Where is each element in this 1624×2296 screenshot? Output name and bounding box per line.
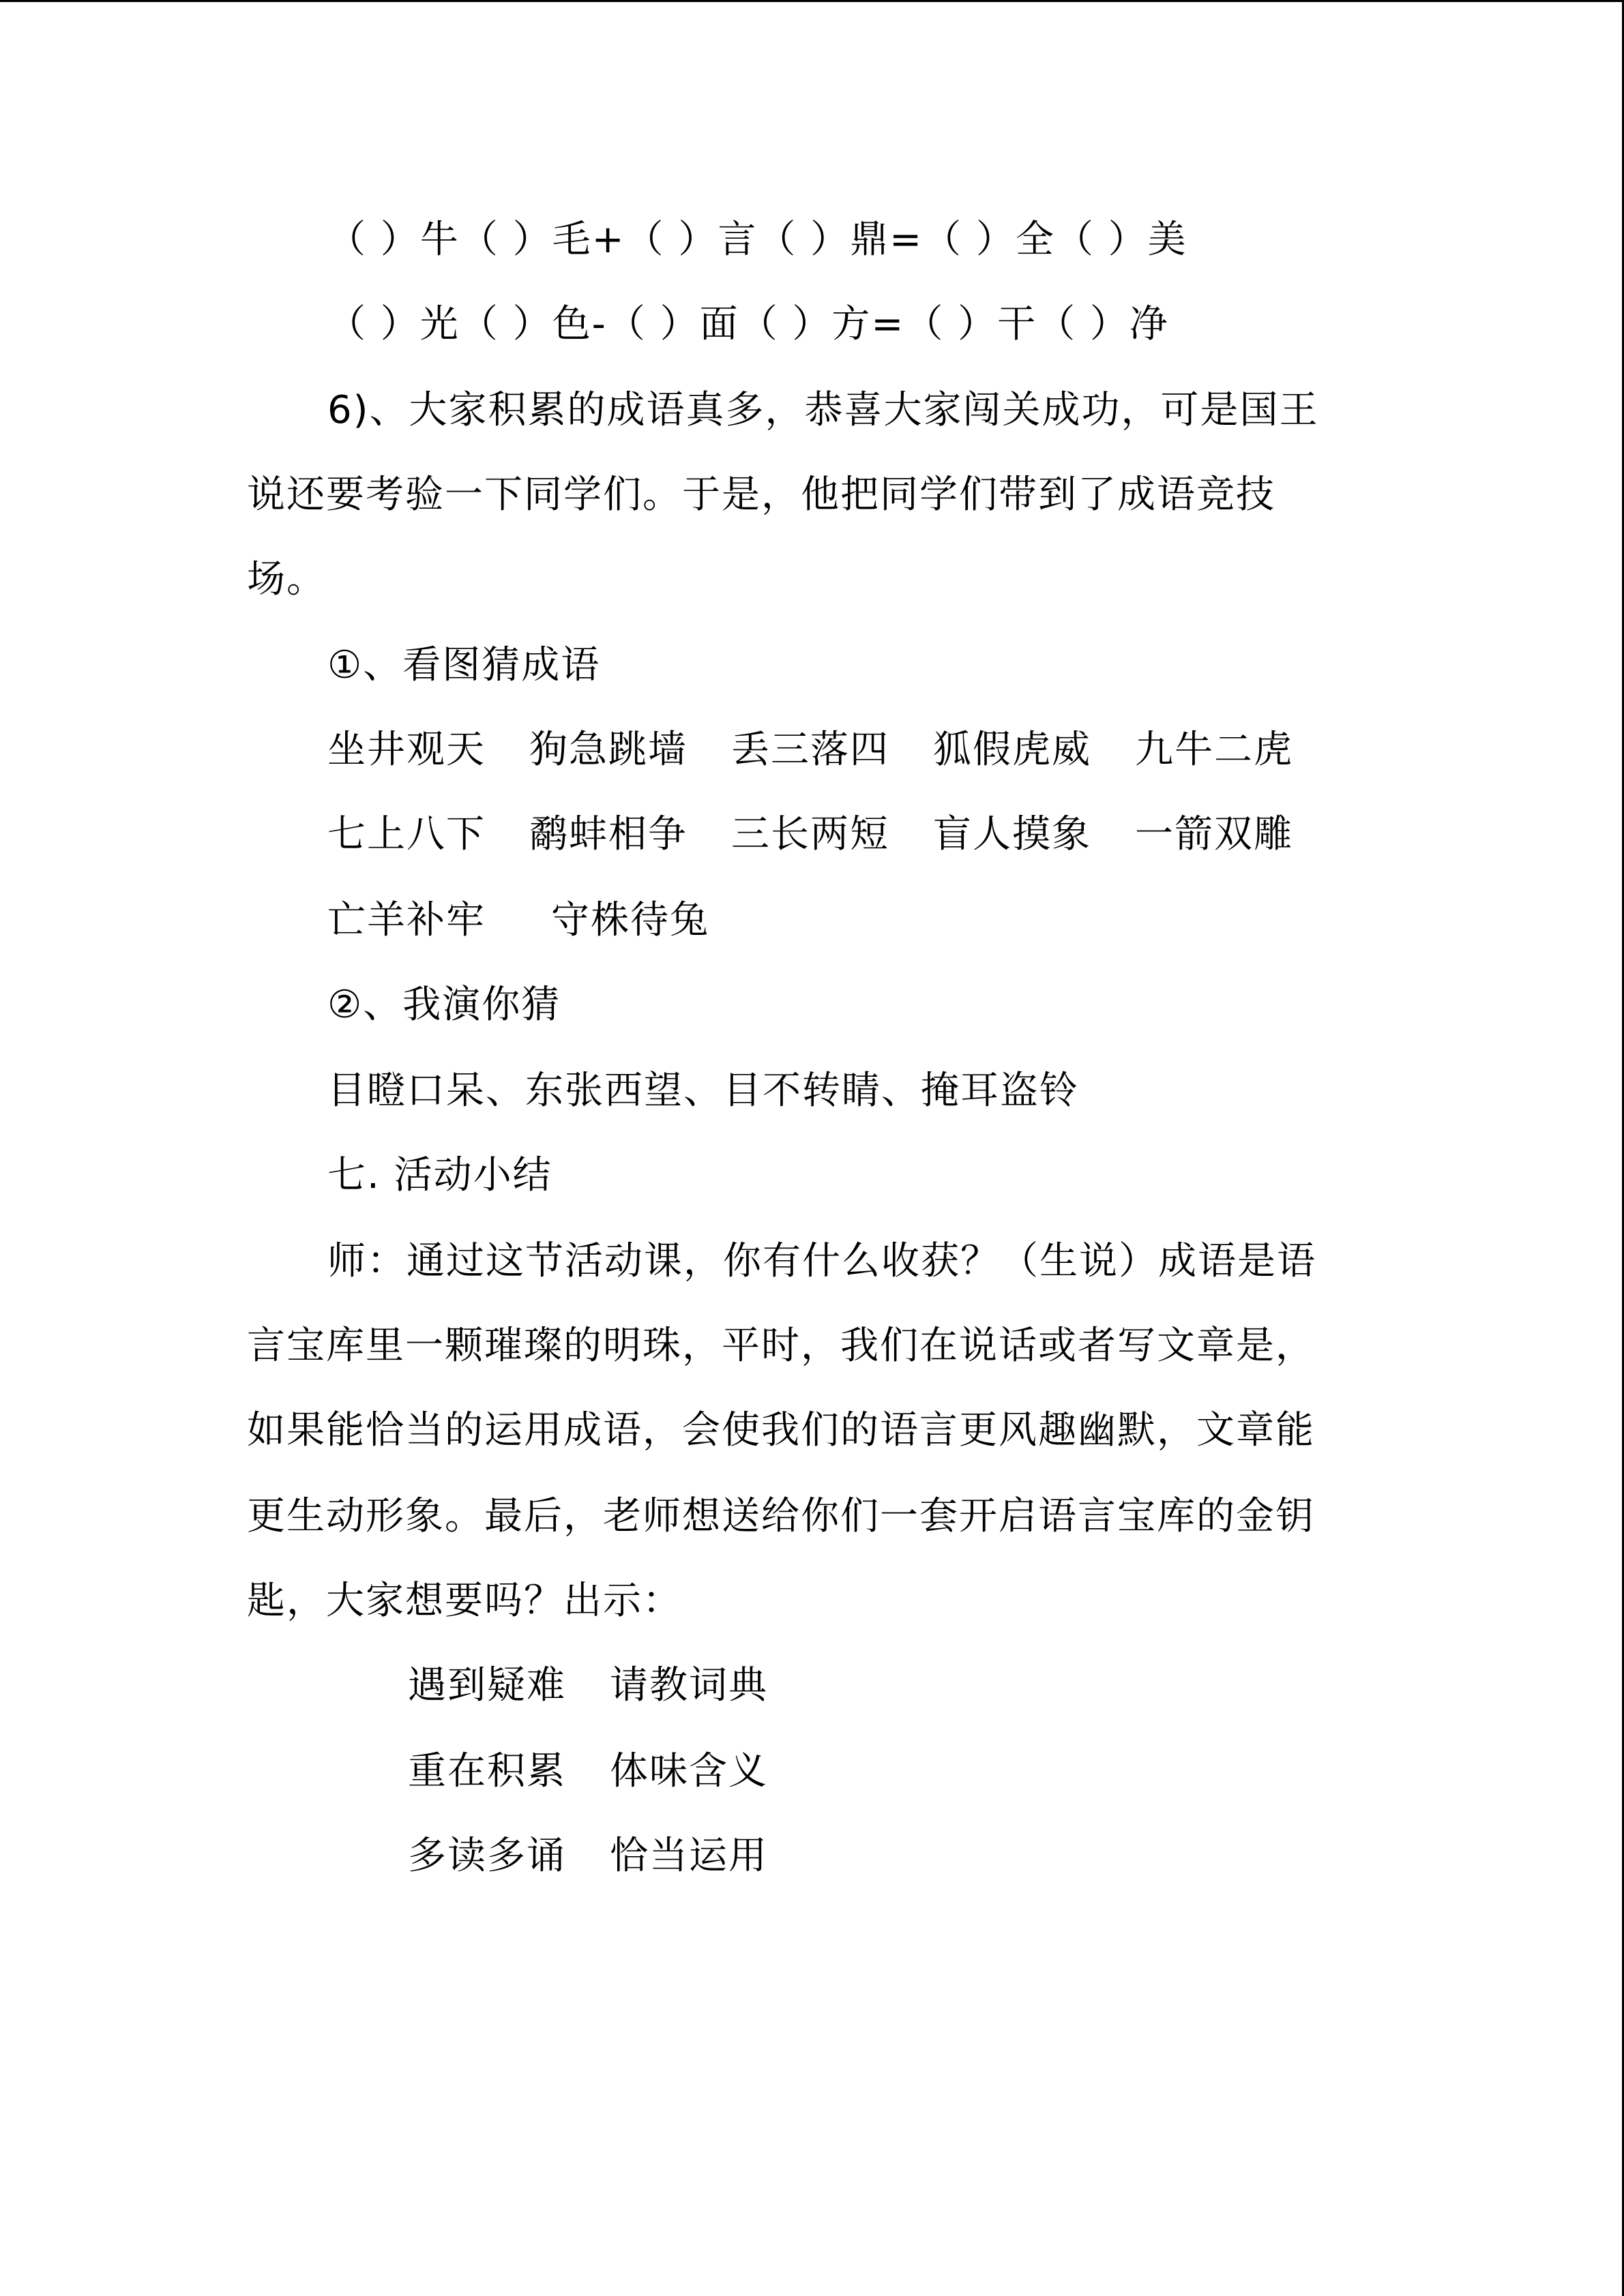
part2-title: ②、我演你猜: [327, 983, 561, 1027]
idiom-item: 三长两短: [731, 812, 889, 856]
motto-line-2: [408, 1744, 768, 1799]
idiom-item: 守株待兔: [551, 898, 709, 942]
part1-title: ①、看图猜成语: [327, 643, 601, 687]
motto-phrase: 遇到疑难: [408, 1663, 566, 1708]
idiom-item: 九牛二虎: [1135, 728, 1293, 772]
section6-paragraph-line-2: 说还要考验一下同学们。于是，他把同学们带到了成语竞技: [247, 473, 1275, 517]
idiom-item: 狐假虎威: [933, 728, 1091, 772]
section6-paragraph-line-1: 6)、大家积累的成语真多，恭喜大家闯关成功，可是国王: [327, 388, 1319, 432]
idiom-item: 鹬蚌相争: [529, 812, 688, 856]
section7-paragraph-line-2: 言宝库里一颗璀璨的明珠，平时，我们在说话或者写文章是，: [247, 1324, 1315, 1368]
idiom-item: 亡羊补牢: [327, 898, 486, 942]
equation-line-1: （ ）牛（ ）毛+（ ）言（ ）鼎=（ ）全（ ）美: [327, 218, 1187, 262]
motto-line-1: [408, 1658, 768, 1713]
idiom-row-1: [327, 723, 1293, 777]
equation-line-2: （ ）光（ ）色-（ ）面（ ）方=（ ）干（ ）净: [327, 302, 1169, 346]
part2-text: 目瞪口呆、东张西望、目不转睛、掩耳盗铃: [327, 1069, 1079, 1113]
idiom-item: 坐井观天: [327, 728, 486, 772]
section7-title: 七. 活动小结: [327, 1153, 552, 1197]
section6-paragraph-line-3: 场。: [247, 557, 326, 601]
motto-phrase: 重在积累: [408, 1749, 566, 1793]
idiom-item: 丢三落四: [731, 728, 889, 772]
idiom-item: 一箭双雕: [1135, 812, 1293, 856]
idiom-row-2: [327, 807, 1293, 862]
section7-paragraph-line-3: 如果能恰当的运用成语，会使我们的语言更风趣幽默，文章能: [247, 1408, 1315, 1452]
motto-phrase: 体味含义: [610, 1749, 768, 1793]
motto-phrase: 请教词典: [610, 1663, 768, 1708]
idiom-item: 七上八下: [327, 812, 486, 856]
motto-phrase: 恰当运用: [610, 1834, 768, 1878]
idiom-item: 狗急跳墙: [529, 728, 688, 772]
idiom-row-3: [327, 893, 709, 948]
motto-line-3: [408, 1829, 768, 1883]
motto-phrase: 多读多诵: [408, 1834, 566, 1878]
idiom-item: 盲人摸象: [933, 812, 1091, 856]
section7-paragraph-line-1: 师：通过这节活动课，你有什么收获？（生说）成语是语: [327, 1239, 1316, 1283]
section7-paragraph-line-4: 更生动形象。最后，老师想送给你们一套开启语言宝库的金钥: [247, 1494, 1315, 1538]
section7-paragraph-line-5: 匙，大家想要吗？出示：: [247, 1579, 682, 1623]
